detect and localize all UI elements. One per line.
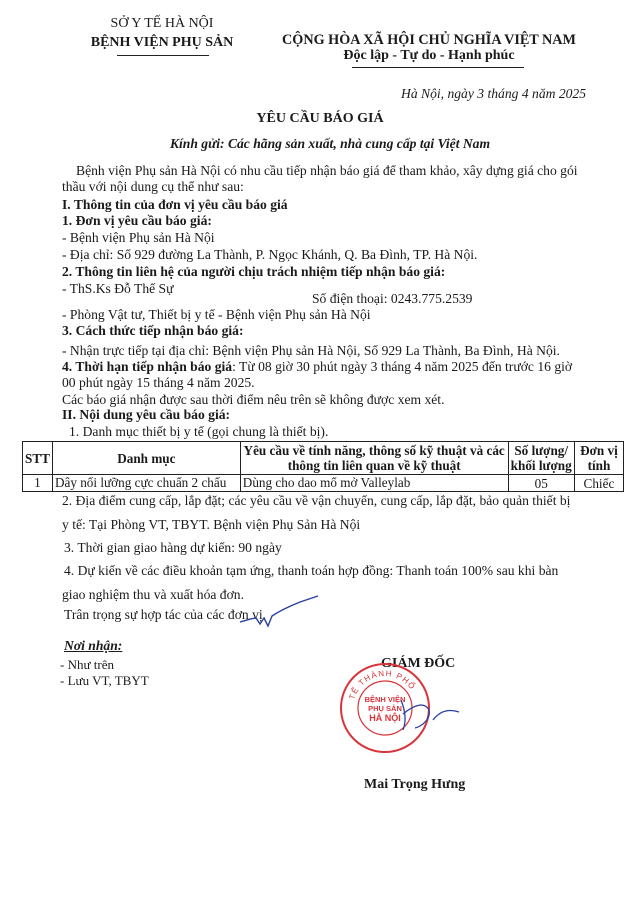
header-spec-line-1: Yêu cầu về tính năng, thông số kỹ thuật và các xyxy=(243,443,505,458)
row-spec: Dùng cho dao mổ mở Valleylab xyxy=(240,475,508,492)
recipient-line: Kính gửi: Các hãng sản xuất, nhà cung cấp tại Việt Nam xyxy=(169,136,491,151)
stamp-line-3: HÀ NỘI xyxy=(369,713,401,723)
header-quantity-line-1: Số lượng/ xyxy=(514,443,569,458)
table-header-row xyxy=(23,442,624,475)
stamp-line-2: PHỤ SẢN xyxy=(368,704,402,713)
term-3: 3. Thời gian giao hàng dự kiến: 90 ngày xyxy=(64,540,282,555)
quote-table xyxy=(22,441,624,492)
term-4-line-2: giao nghiệm thu và xuất hóa đơn. xyxy=(62,587,244,602)
country-name: CỘNG HÒA XÃ HỘI CHỦ NGHĨA VIỆT NAM xyxy=(282,32,576,48)
receiving-method: - Nhận trực tiếp tại địa chỉ: Bệnh viện Phụ sản Hà Nội, Số 929 La Thành, Ba Đình, Hà Nội. xyxy=(62,343,560,358)
hospital-name: BỆNH VIỆN PHỤ SẢN xyxy=(90,35,234,50)
hospital-underline xyxy=(117,55,209,56)
recipients-title: Nơi nhận: xyxy=(64,638,123,653)
header-unit-line-1: Đơn vị xyxy=(580,443,618,458)
header-spec-line-2: thông tin liên quan về kỹ thuật xyxy=(287,458,461,473)
section-1-title: I. Thông tin của đơn vị yêu cầu báo giá xyxy=(62,197,288,212)
requester-address: - Địa chỉ: Số 929 đường La Thành, P. Ngọc Khánh, Q. Ba Đình, TP. Hà Nội. xyxy=(62,247,478,262)
header-quantity xyxy=(508,442,574,475)
deadline-text: : Từ 08 giờ 30 phút ngày 3 tháng 4 năm 2025 đến trước 16 giờ xyxy=(232,359,573,374)
date-line: Hà Nội, ngày 3 tháng 4 năm 2025 xyxy=(401,86,587,101)
row-item: Dây nối lưỡng cực chuẩn 2 chấu xyxy=(52,475,240,492)
table-row xyxy=(23,475,624,492)
header-unit-line-2: tính xyxy=(587,458,611,473)
intro-line-2: thầu với nội dung cụ thể như sau: xyxy=(62,179,244,194)
header-spec xyxy=(240,442,508,475)
late-notice: Các báo giá nhận được sau thời điểm nêu trên sẽ không được xem xét. xyxy=(62,392,445,407)
row-quantity: 05 xyxy=(508,475,574,492)
header-unit xyxy=(574,442,623,475)
subsection-2-title: 2. Thông tin liên hệ của người chịu trách nhiệm tiếp nhận báo giá: xyxy=(62,264,446,279)
requester-name: - Bệnh viện Phụ sản Hà Nội xyxy=(62,230,215,245)
recipient-item-1: - Như trên xyxy=(60,657,114,672)
contact-phone: Số điện thoại: 0243.775.2539 xyxy=(312,291,473,306)
row-unit: Chiếc xyxy=(574,475,623,492)
director-signature xyxy=(395,690,465,738)
intro-line-1: Bệnh viện Phụ sản Hà Nội có nhu cầu tiếp nhận báo giá để tham khảo, xây dựng giá cho gói xyxy=(76,163,578,178)
ministry-name: SỞ Y TẾ HÀ NỘI xyxy=(110,16,214,31)
term-2-line-1: 2. Địa điểm cung cấp, lắp đặt; các yêu cầu về vận chuyển, cung cấp, lắp đặt, bảo quản thiết bị xyxy=(62,493,571,508)
header-quantity-line-2: khối lượng xyxy=(510,458,572,473)
item-list-intro: 1. Danh mục thiết bị y tế (gọi chung là thiết bị). xyxy=(69,424,329,439)
subsection-3-title: 3. Cách thức tiếp nhận báo giá: xyxy=(62,323,244,338)
signer-name: Mai Trọng Hưng xyxy=(364,777,466,792)
subsection-4-title: 4. Thời hạn tiếp nhận báo giá xyxy=(62,359,233,374)
closing-text: Trân trọng sự hợp tác của các đơn vị. xyxy=(64,607,267,622)
row-stt: 1 xyxy=(23,475,53,492)
contact-department: - Phòng Vật tư, Thiết bị y tế - Bệnh viện Phụ sản Hà Nội xyxy=(62,307,371,322)
recipient-item-2: - Lưu VT, TBYT xyxy=(60,673,149,688)
header-item: Danh mục xyxy=(52,442,240,475)
term-4-line-1: 4. Dự kiến về các điều khoản tạm ứng, thanh toán hợp đồng: Thanh toán 100% sau khi bàn xyxy=(64,563,559,578)
deadline-line-2: 00 phút ngày 15 tháng 4 năm 2025. xyxy=(62,375,255,390)
signer-role: GIÁM ĐỐC xyxy=(381,656,456,671)
subsection-1-title: 1. Đơn vị yêu cầu báo giá: xyxy=(62,213,212,228)
stamp-line-1: BỆNH VIỆN xyxy=(364,695,406,704)
deadline-line-1 xyxy=(62,358,572,375)
contact-name: - ThS.Ks Đỗ Thế Sự xyxy=(62,281,174,296)
national-motto: Độc lập - Tự do - Hạnh phúc xyxy=(343,48,515,63)
stamp-ring-text: TẾ THÀNH PHỐ xyxy=(347,668,418,701)
header-stt: STT xyxy=(23,442,53,475)
term-2-line-2: y tế: Tại Phòng VT, TBYT. Bệnh viện Phụ Sản Hà Nội xyxy=(62,517,361,532)
signature-scribble xyxy=(238,594,320,640)
section-2-title: II. Nội dung yêu cầu báo giá: xyxy=(62,407,231,422)
document-title: YÊU CẦU BÁO GIÁ xyxy=(256,111,384,126)
motto-underline xyxy=(352,67,524,68)
